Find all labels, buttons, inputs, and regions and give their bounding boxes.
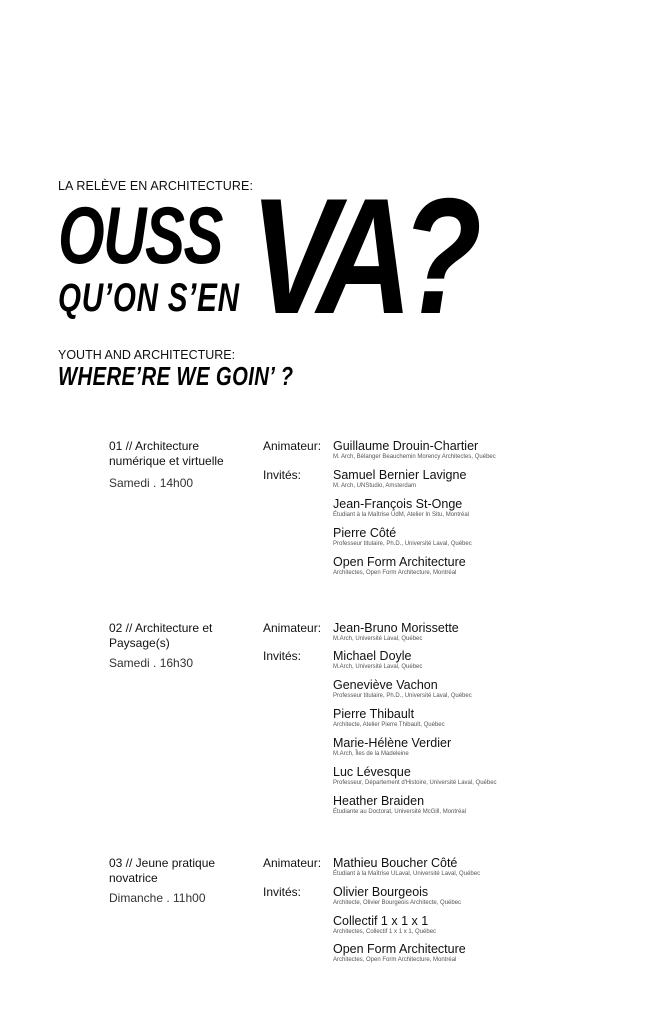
person-name: Guillaume Drouin-Chartier (333, 439, 479, 453)
invite (333, 497, 633, 519)
person-name: Heather Braiden (333, 794, 425, 808)
invites-label: Invités: (263, 468, 302, 482)
animateur (333, 621, 633, 643)
person-affiliation: M.Arch, Université Laval, Québec (333, 664, 423, 670)
animateur-label: Animateur: (263, 621, 322, 635)
person-name: Luc Lévesque (333, 765, 411, 779)
session-date: Dimanche . 11h00 (109, 891, 206, 905)
person-name: Samuel Bernier Lavigne (333, 468, 467, 482)
session-title: 03 // Jeune pratique novatrice (109, 856, 216, 885)
session-date: Samedi . 16h30 (109, 656, 194, 670)
animateur-label: Animateur: (263, 856, 322, 870)
session-date: Samedi . 14h00 (109, 476, 194, 490)
person-affiliation: Architecte, Olivier Bourgeois Architecte, Québec (333, 900, 462, 906)
invite (333, 765, 633, 787)
person-affiliation: Étudiant à la Maîtrise UdM, Atelier In Situ, Montréal (333, 512, 470, 518)
person-name: Michael Doyle (333, 649, 412, 663)
person-affiliation: M.Arch, Université Laval, Québec (333, 636, 423, 642)
person-name: Olivier Bourgeois (333, 885, 429, 899)
person-affiliation: Architectes, Open Form Architecture, Montréal (333, 957, 457, 963)
person-affiliation: Professeur titulaire, Ph.D., Université Laval, Québec (333, 541, 472, 547)
person-name: Jean-Bruno Morissette (333, 621, 459, 635)
invites-label: Invités: (263, 885, 302, 899)
person-affiliation: Architectes, Collectif 1 x 1 x 1, Québec (333, 929, 437, 935)
person-name: Geneviève Vachon (333, 678, 438, 692)
invite (333, 942, 633, 964)
person-affiliation: Étudiante au Doctorat, Université McGill, Montréal (333, 809, 467, 815)
title-line-1: OUSS (58, 191, 222, 281)
subtitle: WHERE’RE WE GOIN’ ? (58, 361, 294, 391)
session-title: 02 // Architecture et Paysage(s) (109, 621, 213, 650)
title-line-2: QU’ON S’EN (58, 276, 240, 320)
animateur (333, 856, 633, 878)
person-name: Pierre Thibault (333, 707, 415, 721)
person-name: Collectif 1 x 1 x 1 (333, 914, 429, 928)
person-name: Pierre Côté (333, 526, 397, 540)
person-affiliation: M. Arch, Bélanger Beauchemin Morency Architectes, Québec (333, 454, 496, 460)
title-big: VA? (250, 164, 471, 348)
person-name: Mathieu Boucher Côté (333, 856, 458, 870)
animateur-label: Animateur: (263, 439, 322, 453)
person-affiliation: Étudiant à la Maîtrise ULaval, Université Laval, Québec (333, 871, 481, 877)
session-title: 01 // Architecture numérique et virtuelle (109, 439, 224, 468)
invite (333, 707, 633, 729)
person-name: Open Form Architecture (333, 555, 466, 569)
person-affiliation: Architecte, Atelier Pierre Thibault, Québec (333, 722, 445, 728)
person-affiliation: M.Arch, Îles de la Madeleine (333, 751, 409, 757)
invite (333, 914, 633, 936)
person-affiliation: M. Arch, UNStudio, Amsterdam (333, 483, 417, 489)
person-affiliation: Professeur titulaire, Ph.D., Université Laval, Québec (333, 693, 472, 699)
header-kicker: LA RELÈVE EN ARCHITECTURE: (58, 179, 254, 193)
person-name: Jean-François St-Onge (333, 497, 463, 511)
person-name: Marie-Hélène Verdier (333, 736, 452, 750)
sub-kicker: YOUTH AND ARCHITECTURE: (58, 348, 236, 362)
invite (333, 555, 633, 577)
invite (333, 468, 633, 490)
person-name: Open Form Architecture (333, 942, 466, 956)
animateur (333, 439, 633, 461)
invite (333, 794, 633, 816)
invites-label: Invités: (263, 649, 302, 663)
invite (333, 885, 633, 907)
person-affiliation: Architectes, Open Form Architecture, Montréal (333, 570, 457, 576)
main-title (58, 191, 240, 320)
invite (333, 678, 633, 700)
person-affiliation: Professeur, Département d'Histoire, Université Laval, Québec (333, 780, 497, 786)
invite (333, 526, 633, 548)
invite (333, 736, 633, 758)
invite (333, 649, 633, 671)
